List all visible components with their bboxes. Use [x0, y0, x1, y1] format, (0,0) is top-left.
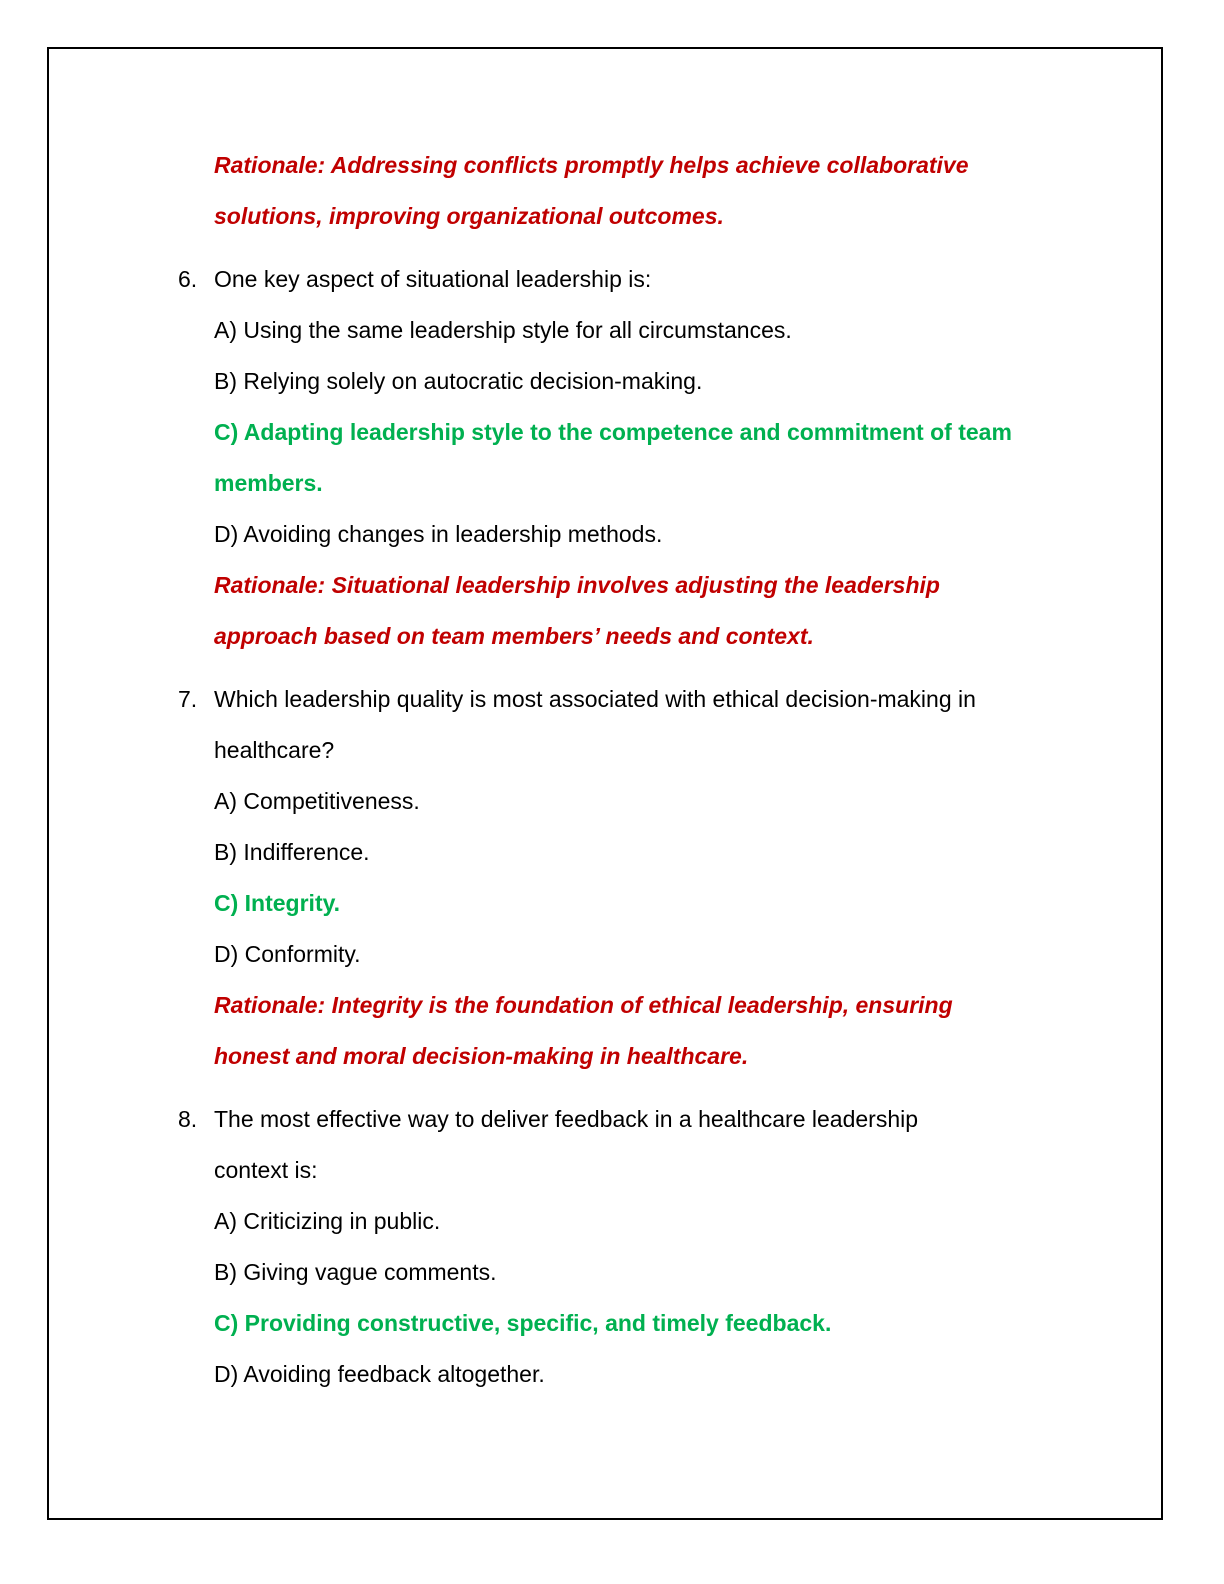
option-d: D) Conformity.	[214, 941, 361, 967]
option-c-correct-continued: members.	[214, 470, 323, 496]
question-stem: One key aspect of situational leadership is:	[214, 266, 652, 292]
question-stem: The most effective way to deliver feedback in a healthcare leadership	[214, 1106, 919, 1132]
intro-rationale	[214, 140, 1094, 242]
option-b: B) Giving vague comments.	[214, 1259, 497, 1285]
question-7	[178, 674, 1094, 1082]
rationale-line: honest and moral decision-making in healthcare.	[214, 1043, 749, 1069]
rationale-line: solutions, improving organizational outcomes.	[214, 203, 724, 229]
option-a: A) Competitiveness.	[214, 788, 420, 814]
option-d: D) Avoiding changes in leadership methods.	[214, 521, 663, 547]
question-stem-continued: context is:	[214, 1157, 318, 1183]
question-stem: Which leadership quality is most associated with ethical decision-making in	[214, 686, 976, 712]
question-stem-continued: healthcare?	[214, 737, 335, 763]
question-number: 7.	[178, 686, 198, 712]
question-8	[178, 1094, 1094, 1400]
option-c-correct: C) Providing constructive, specific, and timely feedback.	[214, 1310, 832, 1336]
question-number: 6.	[178, 266, 198, 292]
option-a: A) Criticizing in public.	[214, 1208, 441, 1234]
question-6	[178, 254, 1094, 662]
option-d: D) Avoiding feedback altogether.	[214, 1361, 545, 1387]
option-a: A) Using the same leadership style for all circumstances.	[214, 317, 792, 343]
question-number: 8.	[178, 1106, 198, 1132]
document-content	[178, 140, 1094, 1400]
rationale-line: Rationale: Addressing conflicts promptly helps achieve collaborative	[214, 152, 969, 178]
option-c-correct: C) Integrity.	[214, 890, 341, 916]
rationale-line: approach based on team members’ needs and context.	[214, 623, 814, 649]
option-b: B) Indifference.	[214, 839, 370, 865]
rationale-line: Rationale: Integrity is the foundation of ethical leadership, ensuring	[214, 992, 953, 1018]
option-c-correct: C) Adapting leadership style to the competence and commitment of team	[214, 419, 1012, 445]
option-b: B) Relying solely on autocratic decision-making.	[214, 368, 703, 394]
rationale-line: Rationale: Situational leadership involves adjusting the leadership	[214, 572, 940, 598]
